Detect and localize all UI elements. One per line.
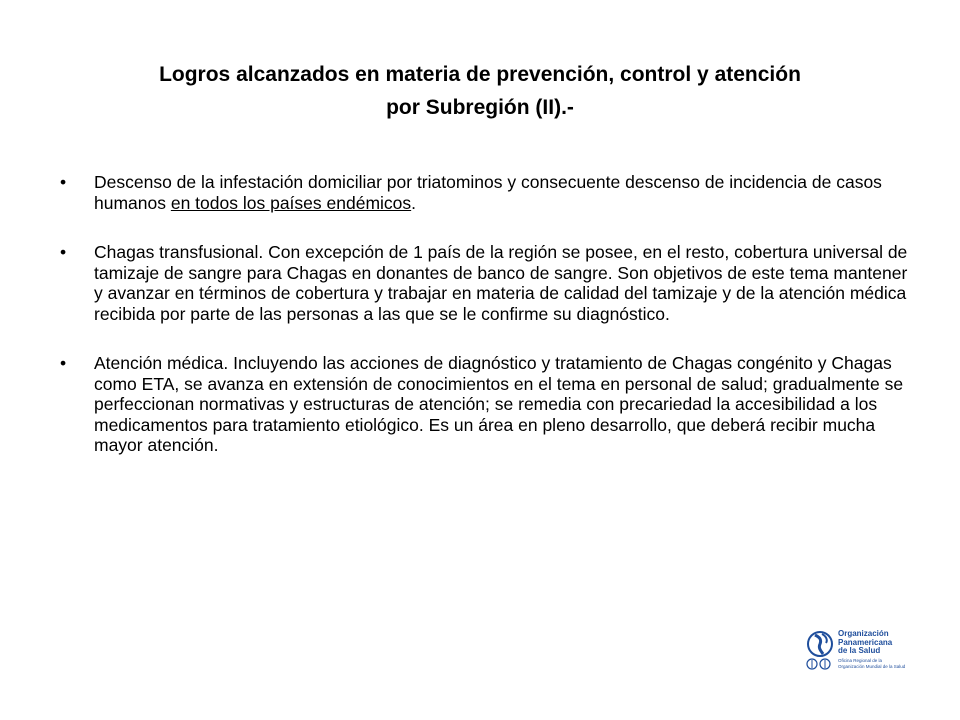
logo-line: Panamericana — [838, 637, 893, 647]
bullet-text-part: Descenso de la infestación domiciliar por triatominos y consecuente descenso de incidencia de casos humanos — [94, 172, 882, 213]
globe-emblem-icon — [806, 628, 836, 672]
logo-subtitle — [838, 658, 918, 669]
slide-title-line2: por Subregión (II).- — [386, 96, 574, 119]
bullet-text: Chagas transfusional. Con excepción de 1 país de la región se posee, en el resto, cobertura universal de tamizaje de sangre para Chagas en donantes de banco de sangre. Son objetivos de este tema mantener y avanzar en términos de cobertura y trabajar en materia de calidad del tamizaje y de la atención médica recibida por parte de las personas a las que se le confirme su diagnóstico. — [94, 242, 908, 324]
logo-line: Organización — [838, 629, 889, 638]
logo-name — [838, 630, 892, 656]
bullet-item-infestation — [60, 172, 920, 213]
bullet-text: Atención médica. Incluyendo las acciones de diagnóstico y tratamiento de Chagas congénito y Chagas como ETA, se avanza en extensión de conocimientos en el tema en personal de salud; gradualmente se perfeccionan normativas y estructuras de atención; se remedia con precariedad la accesibilidad a los medicamentos para tratamiento etiológico. Es un área en pleno desarrollo, que deberá recibir mucha mayor atención. — [94, 353, 904, 455]
logo-sub-line: Organización Mundial de la Salud — [838, 663, 906, 669]
bullet-list — [60, 172, 920, 485]
bullet-text-part: . — [411, 192, 417, 213]
logo-sub-line: Oficina Regional de la — [838, 658, 883, 663]
bullet-icon: • — [60, 353, 67, 373]
slide-title-line1: Logros alcanzados en materia de prevención, control y atención — [159, 63, 801, 86]
bullet-icon: • — [60, 242, 67, 262]
paho-logo — [806, 628, 918, 674]
bullet-text — [94, 172, 914, 213]
logo-line: de la Salud — [838, 646, 881, 655]
bullet-item-medical-care — [60, 353, 920, 456]
bullet-icon: • — [60, 172, 67, 192]
slide-title — [60, 58, 900, 124]
bullet-item-transfusional — [60, 242, 920, 324]
bullet-text-underlined: en todos los países endémicos — [170, 192, 412, 213]
